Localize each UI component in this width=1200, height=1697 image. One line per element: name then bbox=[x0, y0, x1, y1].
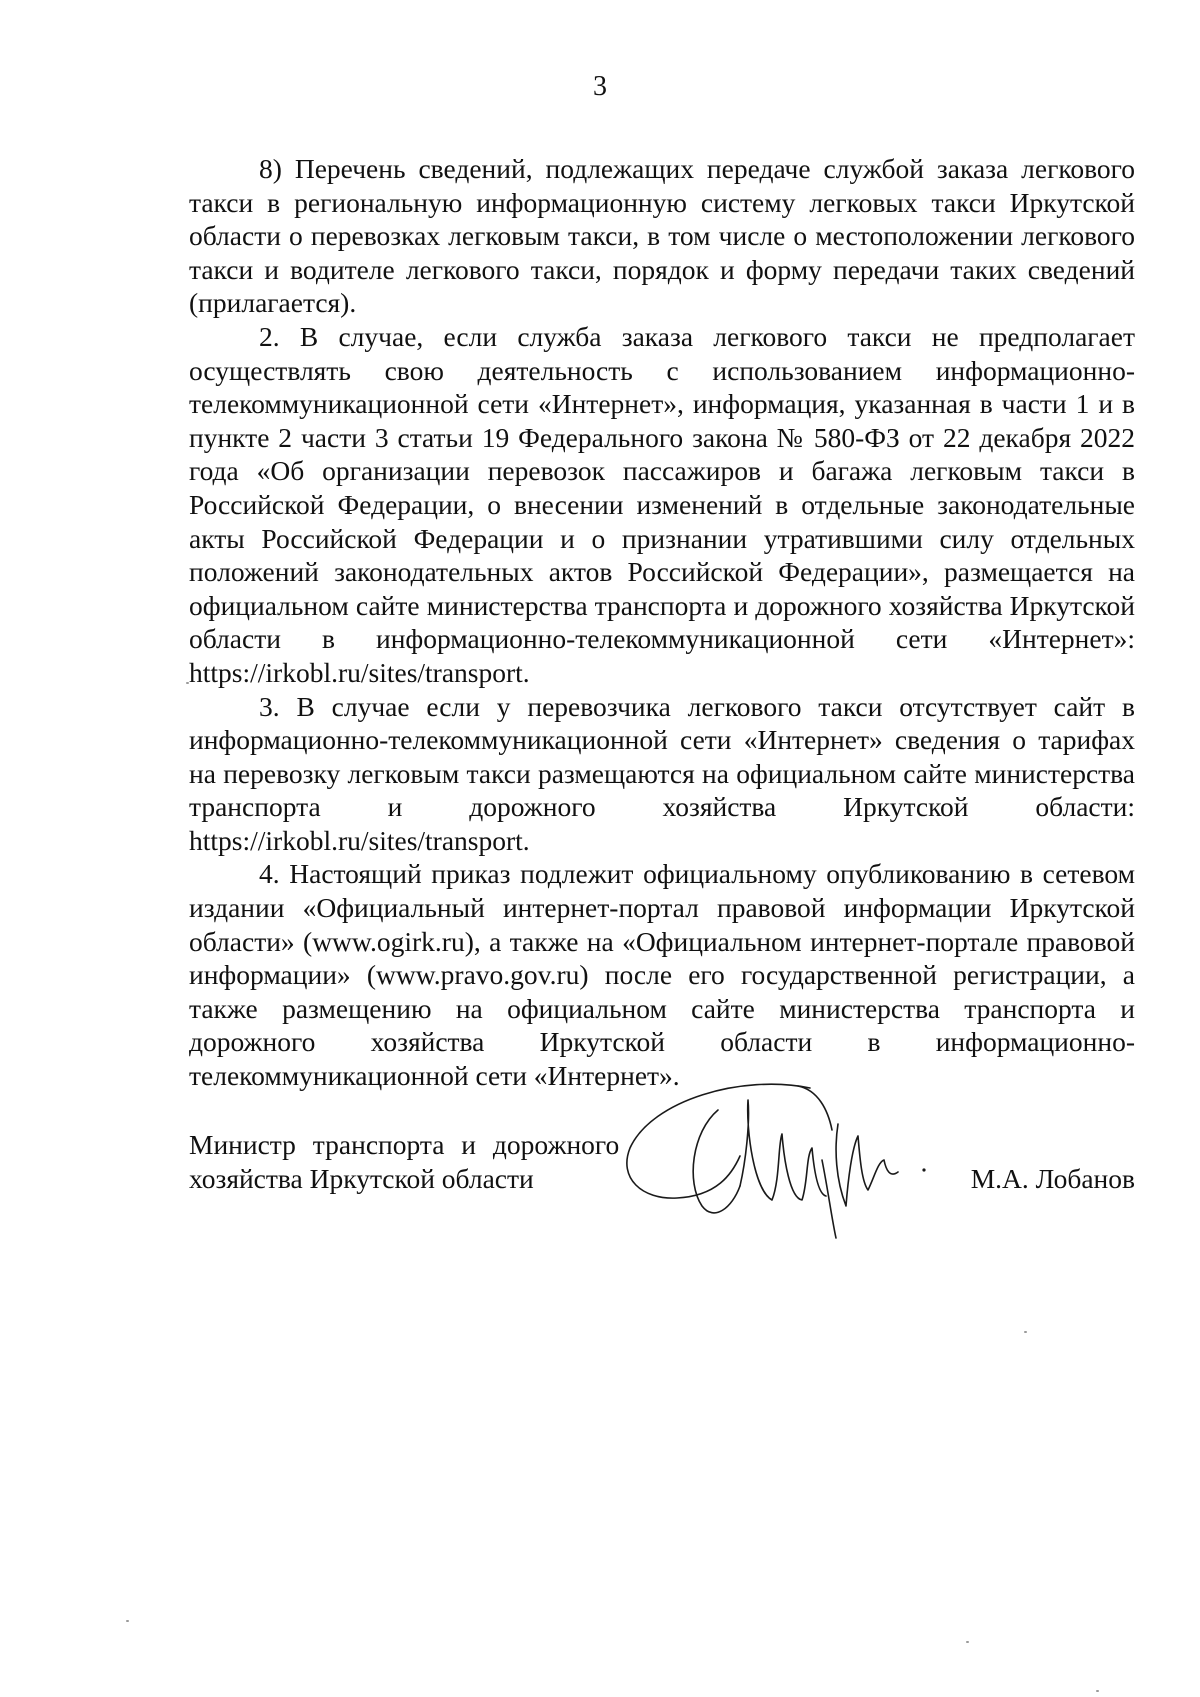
signature-stroke-1 bbox=[693, 1110, 740, 1213]
signature-stroke-3 bbox=[798, 1086, 832, 1130]
paragraph-2: 2. В случае, если служба заказа легкового такси не предполагает осуществлять свою деятельность с использованием информационно-телекоммуникационной сети «Интернет», информация, указанная в части 1 и в пункте 2 части 3 статьи 19 Федерального закона № 580-ФЗ от 22 декабря 2022 года «Об организации перевозок пассажиров и багажа легковым такси в Российской Федерации, о внесении изменений в отдельные законодательные акты Российской Федерации и о признании утратившими силу отдельных положений законодательных актов Российской Федерации», размещается на официальном сайте министерства транспорта и дорожного хозяйства Иркутской области в информационно-телекоммуникационной сети «Интернет»: https://irkobl.ru/sites/transport. bbox=[189, 320, 1135, 688]
document-body bbox=[189, 152, 1135, 1093]
signature-stroke-4 bbox=[836, 1124, 898, 1206]
handwritten-signature bbox=[622, 1070, 952, 1250]
signature-stroke-5 bbox=[822, 1160, 836, 1238]
signatory-position bbox=[189, 1128, 619, 1196]
scan-speck bbox=[966, 1641, 969, 1643]
page-number: 3 bbox=[593, 71, 607, 102]
signature-stroke-2 bbox=[740, 1100, 826, 1200]
paragraph-item-8: 8) Перечень сведений, подлежащих передаче службой заказа легкового такси в региональную информационную систему легковых такси Иркутской области о перевозках легковым такси, в том числе о местоположении легкового такси и водителе легкового такси, порядок и форму передачи таких сведений (прилагается). bbox=[189, 153, 1135, 319]
paragraph-3: 3. В случае если у перевозчика легкового такси отсутствует сайт в информационно-телекоммуникационной сети «Интернет» сведения о тарифах на перевозку легковым такси размещаются на официальном сайте министерства транспорта и дорожного хозяйства Иркутской области: https://irkobl.ru/sites/transport. bbox=[189, 690, 1135, 856]
signatory-position-line-1: Министр транспорта и дорожного bbox=[189, 1129, 620, 1160]
signatory-name: М.А. Лобанов bbox=[970, 1163, 1135, 1194]
signature-dot bbox=[922, 1168, 925, 1171]
scan-speck bbox=[1024, 1331, 1027, 1333]
paragraph-4: 4. Настоящий приказ подлежит официальному опубликованию в сетевом издании «Официальный интернет-портал правовой информации Иркутской области» (www.ogirk.ru), а также на «Официальном интернет-портале правовой информации» (www.pravo.gov.ru) после его государственной регистрации, а также размещению на официальном сайте министерства транспорта и дорожного хозяйства Иркутской области в информационно-телекоммуникационной сети «Интернет». bbox=[189, 858, 1135, 1092]
scan-speck bbox=[186, 682, 189, 684]
signatory-position-line-2: хозяйства Иркутской области bbox=[189, 1163, 534, 1194]
scan-speck bbox=[1096, 1690, 1099, 1692]
scan-speck bbox=[126, 1620, 129, 1622]
